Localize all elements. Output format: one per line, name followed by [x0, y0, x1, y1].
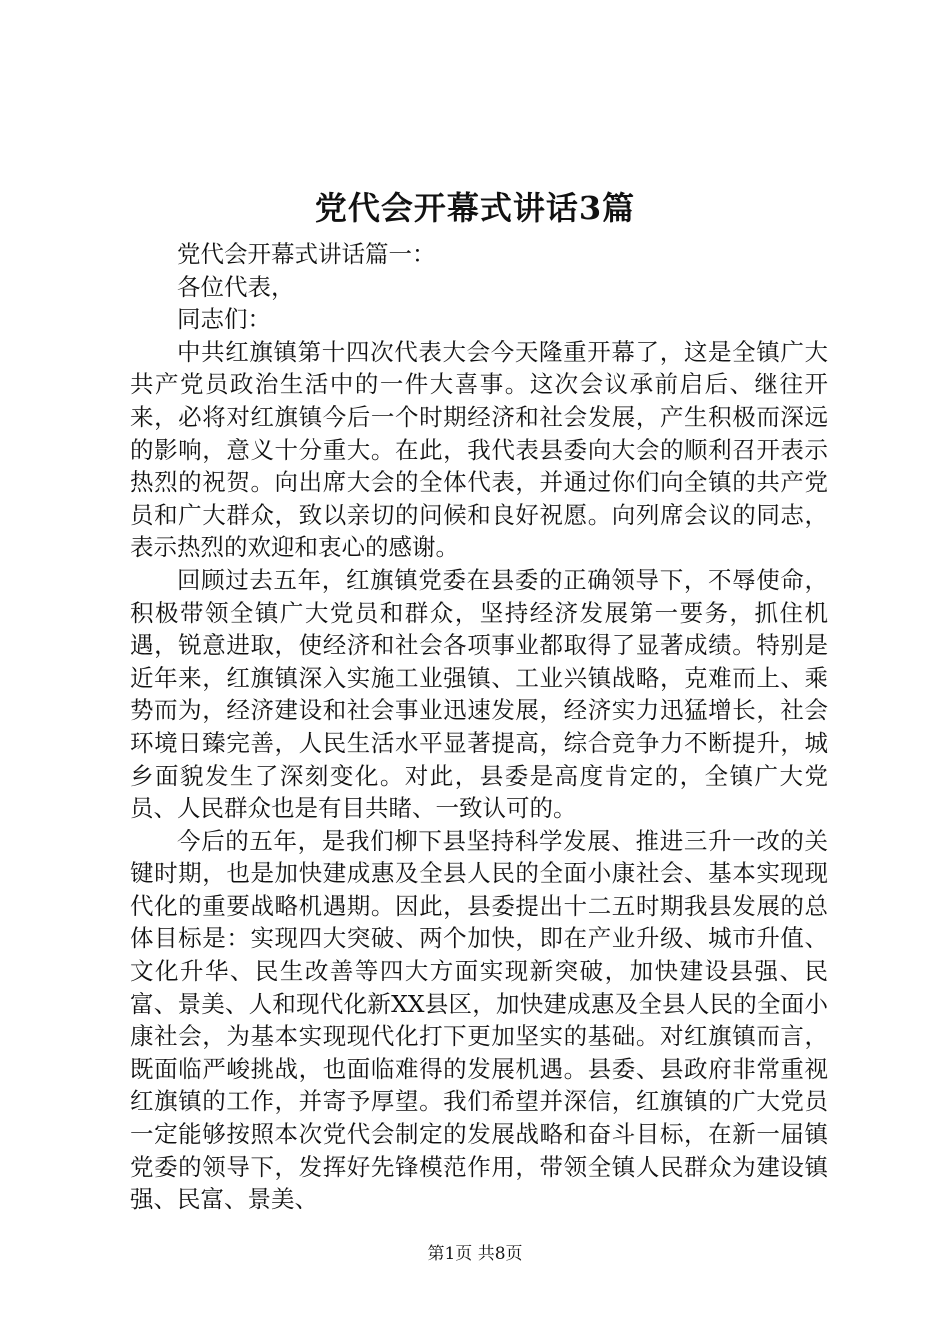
body-paragraph-review: 回顾过去五年，红旗镇党委在县委的正确领导下，不辱使命，积极带领全镇广大党员和群众，坚持经济发展第一要务，抓住机遇，锐意进取，使经济和社会各项事业都取得了显著成绩。特别是近年来，红旗镇深入实施工业强镇、工业兴镇战略，克难而上、乘势而为，经济建设和社会事业迅速发展，经济实力迅猛增长，社会环境日臻完善，人民生活水平显著提高，综合竞争力不断提升，城乡面貌发生了深刻变化。对此，县委是高度肯定的，全镇广大党员、人民群众也是有目共睹、一致认可的。	[130, 565, 828, 823]
salutation-comrades: 同志们：	[177, 305, 271, 334]
section-heading: 党代会开幕式讲话篇一：	[177, 240, 436, 268]
body-paragraph-opening: 中共红旗镇第十四次代表大会今天隆重开幕了，这是全镇广大共产党员政治生活中的一件大喜事。这次会议承前启后、继往开来，必将对红旗镇今后一个时期经济和社会发展，产生积极而深远的影响，意义十分重大。在此，我代表县委向大会的顺利召开表示热烈的祝贺。向出席大会的全体代表，并通过你们向全镇的共产党员和广大群众，致以亲切的问候和良好祝愿。向列席会议的同志，表示热烈的欢迎和衷心的感谢。	[130, 337, 828, 562]
body-paragraph-outlook: 今后的五年，是我们柳下县坚持科学发展、推进三升一改的关键时期，也是加快建成惠及全县人民的全面小康社会、基本实现现代化的重要战略机遇期。因此，县委提出十二五时期我县发展的总体目标是：实现四大突破、两个加快，即在产业升级、城市升值、文化升华、民生改善等四大方面实现新突破，加快建设县强、民富、景美、人和现代化新XX县区，加快建成惠及全县人民的全面小康社会，为基本实现现代化打下更加坚实的基础。对红旗镇而言，既面临严峻挑战，也面临难得的发展机遇。县委、县政府非常重视红旗镇的工作，并寄予厚望。我们希望并深信，红旗镇的广大党员一定能够按照本次党代会制定的发展战略和奋斗目标，在新一届镇党委的领导下，发挥好先锋模范作用，带领全镇人民群众为建设镇强、民富、景美、	[130, 826, 828, 1214]
document-title: 党代会开幕式讲话3篇	[314, 189, 636, 227]
salutation-delegates: 各位代表，	[177, 272, 295, 301]
page-number-footer: 第1页 共8页	[427, 1244, 523, 1264]
document-body	[130, 238, 828, 1216]
